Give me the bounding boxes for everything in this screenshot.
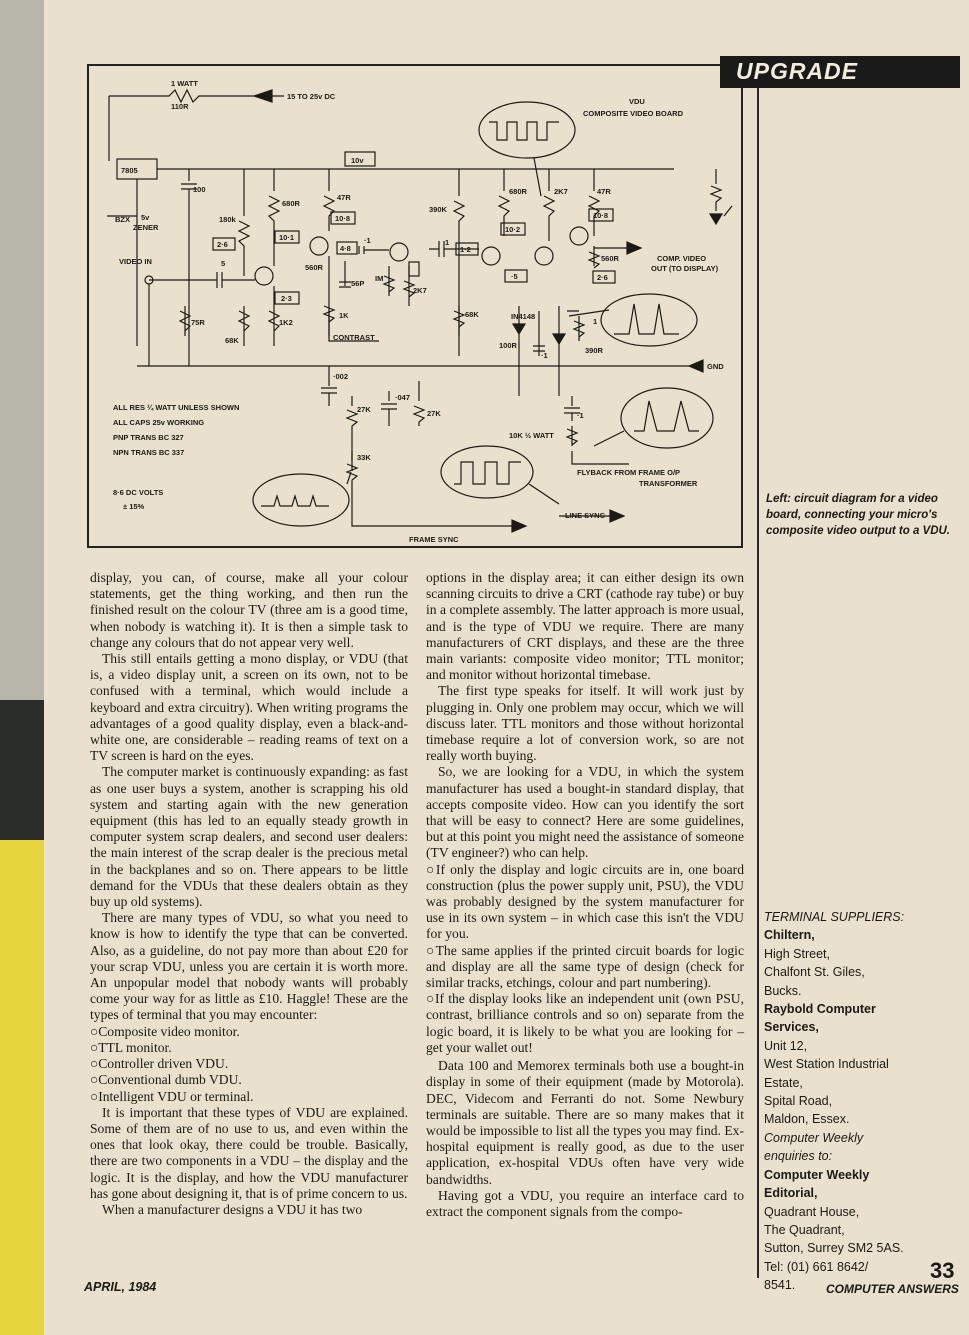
diagram-label-comp-out-1: COMP. VIDEO [657,254,707,263]
supplier-address-line: Tel: (01) 661 8642/ [764,1259,869,1274]
column-rule [757,88,759,1278]
figure-caption: Left: circuit diagram for a video board, connecting your micro's composite video output to a VDU. [766,493,951,537]
diagram-label-r680a: 680R [282,199,300,208]
diagram-label-r75: 75R [191,318,205,327]
diagram-label-frame-sync: FRAME SYNC [409,535,459,544]
binding-spine-yellow-band [0,840,44,1335]
diagram-label-c1e: ·1 [577,411,584,420]
supplier-address-line: The Quadrant, [764,1222,845,1237]
diagram-label-r560b: 560R [601,254,619,263]
diagram-label-c1d: 1 [593,317,598,326]
binding-spine-dark-band [0,700,44,840]
supplier-address-line: Estate, [764,1075,803,1090]
diagram-note-5: 8·6 DC VOLTS [113,488,164,497]
diagram-label-r1k2: 1K2 [279,318,293,327]
diagram-label-r2k7a: 2K7 [413,286,427,295]
diagram-label-r2k7b: 2K7 [554,187,568,196]
diagram-label-r1k: 1K [339,311,349,320]
diagram-note-4: NPN TRANS BC 337 [113,448,185,457]
supplier-name: Editorial, [764,1186,818,1201]
paragraph: So, we are looking for a VDU, in which the system manufacturer has used a bought-in standard display, that accepts composite video. How can you identify the sort that will be easy to connect? Here are some guidelines, but at this point you might need the assistance of someone (TV engineer?) who can help. [426,764,744,861]
diagram-label-c56p: 56P [351,279,365,288]
list-item: ○Composite video monitor. [90,1023,240,1039]
diagram-label-v26b: 2·6 [597,273,608,282]
list-item: ○Intelligent VDU or terminal. [90,1088,254,1104]
diagram-label-res110: 110R [171,102,189,111]
supplier-address-line: Unit 12, [764,1038,808,1053]
suppliers-heading: TERMINAL SUPPLIERS: [764,910,905,924]
paragraph: This still entails getting a mono display, or VDU (that is, a video display unit, a screen on its own, not to be confused with a terminal, which would include a keyboard and extra circuitry). When writing programs the advantages of a good quality display, even a black-and-white one, are considerable – reading reams of text on a TV screen is hard on the eyes. [90,651,408,764]
diagram-label-flyback-2: TRANSFORMER [639,479,698,488]
diagram-label-gnd: GND [707,362,724,371]
diagram-label-reg: 7805 [121,166,138,175]
supplier-address-line: Sutton, Surrey SM2 5AS. [764,1241,904,1256]
diagram-label-v26a: 2·6 [217,240,228,249]
issue-date: APRIL, 1984 [84,1280,157,1294]
diagram-label-c100: 100 [193,185,206,194]
diagram-label-line-sync: LINE SYNC [565,511,606,520]
section-title: UPGRADE [736,58,859,84]
diagram-label-10v: 10v [351,156,364,165]
supplier-name: Chiltern, [764,928,815,943]
paragraph: When a manufacturer designs a VDU it has two [102,1201,363,1217]
diagram-label-r27kb: 27K [427,409,441,418]
diagram-label-watt: 1 WATT [171,79,198,88]
list-item: ○If the display looks like an independent unit (own PSU, contrast, brilliance controls and so on) separate from the logic board, it is likely to be what you are looking for – get your wallet out! [426,991,744,1055]
diagram-label-r180k: 180k [219,215,236,224]
diagram-label-r10k: 10K ½ WATT [509,431,554,440]
diagram-label-v102: 10·2 [505,225,521,234]
diagram-label-v101: 10·1 [279,233,295,242]
diagram-label-v23: 2·3 [281,294,292,303]
diagram-label-video-in: VIDEO IN [119,257,152,266]
diagram-label-v48: 4·8 [340,244,351,253]
diagram-label-r68kb: 68K [465,310,479,319]
diagram-note-6: ± 15% [123,502,145,511]
enquiries-heading: enquiries to: [764,1149,833,1164]
supplier-address-line: West Station Industrial [764,1057,889,1072]
enquiries-heading: Computer Weekly [764,1130,864,1145]
supplier-address-line: Quadrant House, [764,1204,860,1219]
supplier-address-line: Spital Road, [764,1094,833,1109]
diagram-label-r47a: 47R [337,193,351,202]
diagram-label-comp-out-2: OUT (TO DISPLAY) [651,264,719,273]
diagram-label-v108b: 10·8 [593,211,609,220]
diagram-label-c047: ·047 [395,393,411,402]
diagram-label-contrast: CONTRAST [333,333,375,342]
diagram-label-v108a: 10·8 [335,214,351,223]
paragraph: It is important that these types of VDU are explained. Some of them are of no use to us, and even within the ones that look okay, there could be trouble. Basically, there are two components in a VDU – the display and the logic. It is the display, and how the VDU manufacturer has gone about designing it, that is of prime concern to us. [90,1104,408,1201]
diagram-label-vdu-2: COMPOSITE VIDEO BOARD [583,109,684,118]
diagram-label-r1m: IM [375,274,384,283]
diagram-note-3: PNP TRANS BC 327 [113,433,184,442]
diagram-label-diode: IN4148 [511,312,536,321]
diagram-label-r390: 390R [585,346,603,355]
article-column-right [426,570,744,1220]
supplier-address-line: High Street, [764,946,831,961]
supplier-address-line: Bucks. [764,983,802,998]
paragraph: Having got a VDU, you require an interface card to extract the component signals from the compo- [426,1187,744,1219]
terminal-suppliers [764,908,960,1295]
diagram-label-c1c: ·1 [541,351,548,360]
diagram-label-r560a: 560R [305,263,323,272]
paragraph: There are many types of VDU, so what you need to know is how to identify the type that can be converted. Also, as a guideline, do not pay more than about £20 for your scrap VDU, unless you are certain it is worth more. An unpopular model that nobody wants will probably come your way for as little as £10. Haggle! These are the types of terminal that you may encounter: [90,910,408,1023]
paragraph: The first type speaks for itself. It will work just by plugging in. Only one problem may occur, which we will discuss later. TTL monitors and those without horizontal timebase require a lot of conversion work, so are not really worth buying. [426,683,744,764]
article-column-left [90,570,408,1218]
supplier-address-line: 8541. [764,1278,796,1293]
paragraph: options in the display area; it can either design its own scanning circuits to drive a CRT (cathode ray tube) or buy in a complete assembly. The latter approach is more usual, and is the type of VDU we require. There are many manufacturers of CRT displays, and these are the three main variants: composite video monitor; TTL monitor; and monitor without horizontal timebase. [426,570,744,683]
diagram-label-v5: ·5 [511,272,518,281]
list-item: ○Conventional dumb VDU. [90,1072,242,1088]
diagram-label-c002: ·002 [333,372,349,381]
diagram-label-v12: 1·2 [460,245,471,254]
page-number: 33 [930,1258,955,1283]
diagram-label-r100: 100R [499,341,517,350]
paragraph: display, you can, of course, make all your colour statements, get the thing working, and then run the finished result on the colour TV (three am is a good time, when nobody is watching it). It is then a simple task to change any colours that do not appear very well. [90,570,408,650]
supplier-name: Services, [764,1020,819,1035]
diagram-label-r33k: 33K [357,453,371,462]
diagram-label-r390k: 390K [429,205,447,214]
list-item: ○The same applies if the printed circuit boards for logic and display are all the same type of design (check for similar tracks, etchings, colour and part numbering). [426,942,744,991]
binding-spine-upper [0,0,44,700]
diagram-note-2: ALL CAPS 25v WORKING [113,418,205,427]
paragraph: The computer market is continuously expanding: as fast as one user buys a system, another is scrapping his old system and starting again with the new generation equipment (this has led to an equally steady growth in computer system scrap dealers, and second user dealers: the main interest of the scrap dealer is the precious metal in the backplanes and so on. There appears to be little demand for the VDUs that these dealers obtain as they buy up old systems). [90,764,408,910]
paragraph: Data 100 and Memorex terminals both use a bought-in display in some of their equipment (made by Motorola). DEC, Videcom and Ferranti do not. Some Newbury terminals are suitable. There are so many makes that it would be impossible to list all the types you may find. Ex-hospital equipment is really good, as due to the user application, ex-hospital VDUs often have very wide bandwidths. [426,1058,744,1187]
diagram-label-zener: ZENER [133,223,159,232]
diagram-label-supply: 15 TO 25v DC [287,92,336,101]
diagram-label-c1b: 1 [445,238,450,247]
diagram-label-r680b: 680R [509,187,527,196]
section-banner [720,56,960,88]
list-item: ○If only the display and logic circuits are in, one board construction (plus the power supply unit, PSU), the VDU was probably designed by the system manufacturer for use in its own system – in which case this isn't the VDU for you. [426,861,744,942]
magazine-name: COMPUTER ANSWERS [826,1282,959,1296]
diagram-label-r68ka: 68K [225,336,239,345]
supplier-name: Raybold Computer [764,1002,876,1017]
diagram-label-zener-v: 5v [141,213,150,222]
list-item: ○Controller driven VDU. [90,1056,229,1072]
diagram-label-r47b: 47R [597,187,611,196]
diagram-label-flyback-1: FLYBACK FROM FRAME O/P [577,468,681,477]
diagram-label-c1a: ·1 [364,236,371,245]
supplier-name: Computer Weekly [764,1167,870,1182]
diagram-label-r27ka: 27K [357,405,371,414]
supplier-address-line: Chalfont St. Giles, [764,965,865,980]
list-item: ○TTL monitor. [90,1039,172,1055]
supplier-address-line: Maldon, Essex. [764,1112,850,1127]
diagram-label-c5: 5 [221,259,226,268]
circuit-diagram [89,66,741,546]
diagram-label-vdu-1: VDU [629,97,645,106]
diagram-note-1: ALL RES ¼ WATT UNLESS SHOWN [113,403,240,412]
diagram-label-bzx: BZX [115,215,130,224]
